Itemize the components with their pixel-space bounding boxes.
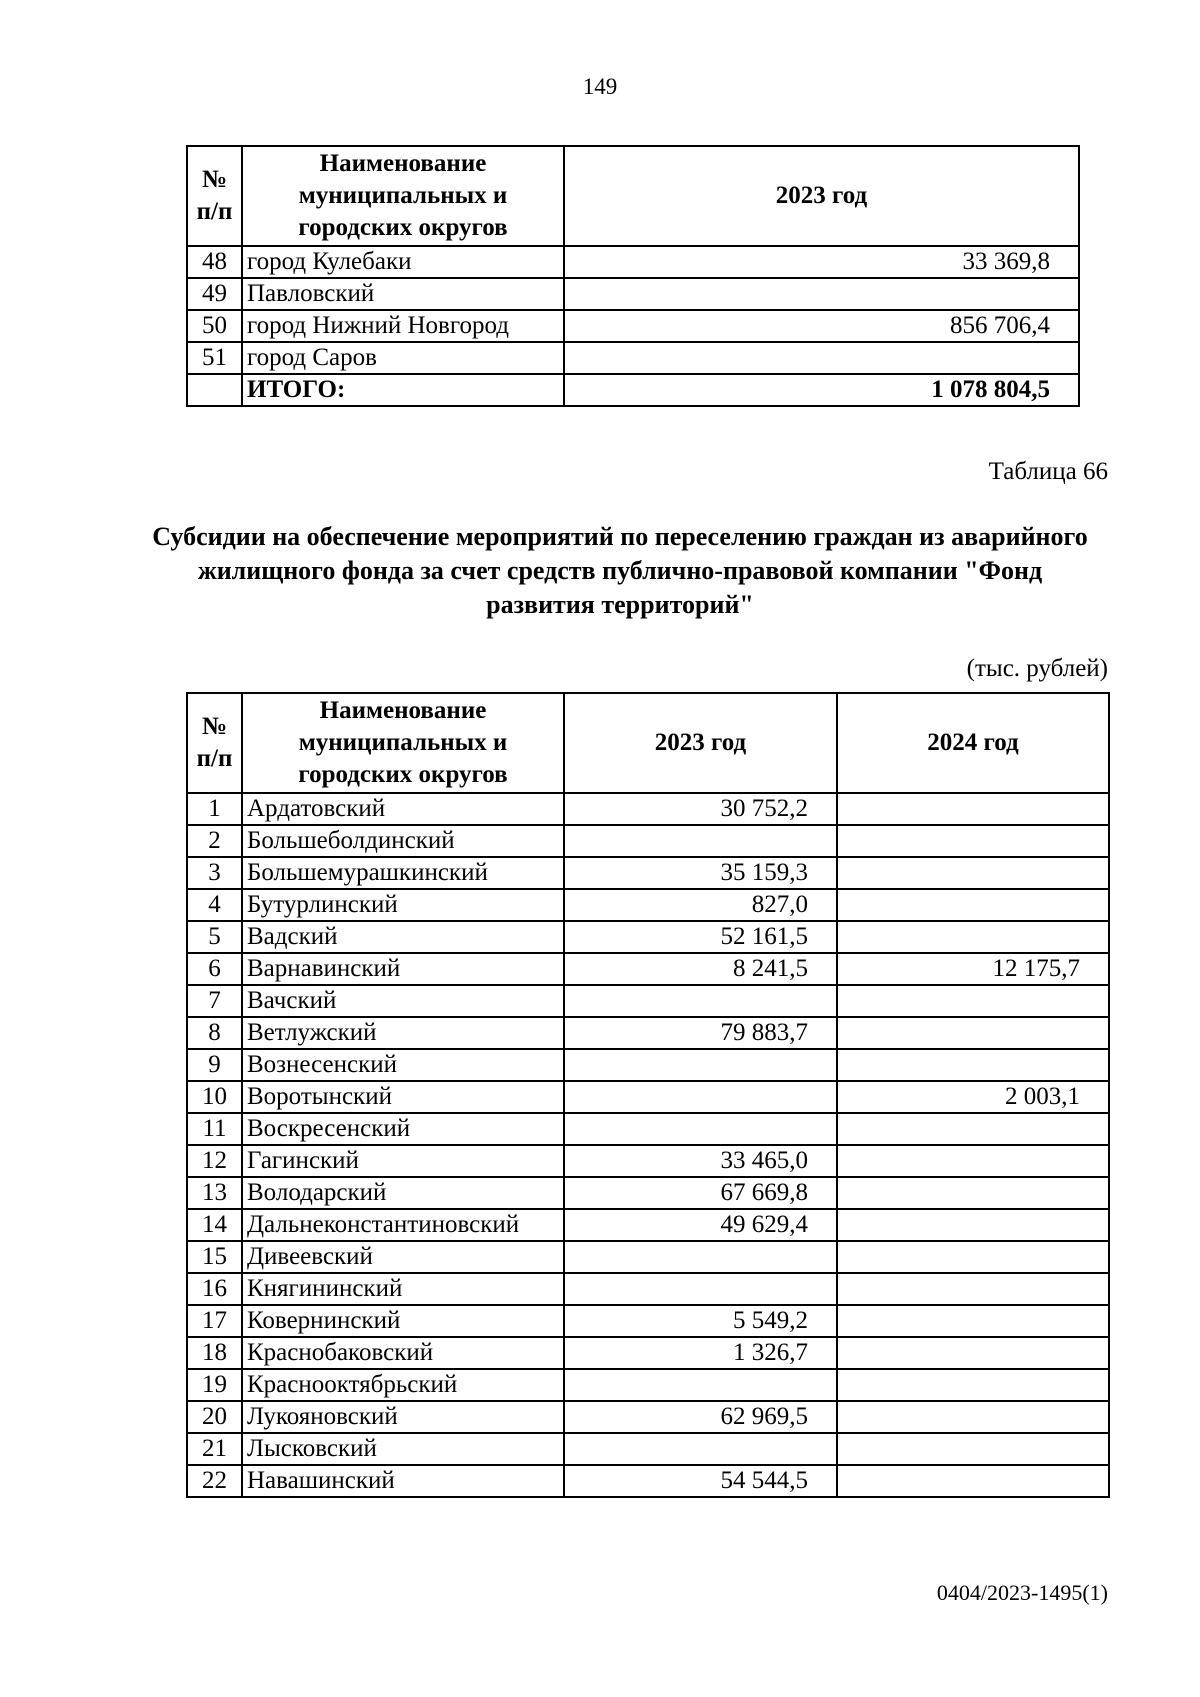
cell-y2024 <box>837 1049 1109 1081</box>
cell-name: Бутурлинский <box>242 889 564 921</box>
cell-y2024 <box>837 1305 1109 1337</box>
cell-num: 14 <box>187 1209 242 1241</box>
table-row <box>187 1241 1109 1273</box>
table-row <box>187 1433 1109 1465</box>
table-continuation <box>186 145 1080 407</box>
cell-y2024 <box>837 1241 1109 1273</box>
table-row <box>187 1209 1109 1241</box>
cell-name: город Кулебаки <box>242 246 564 278</box>
cell-y2023: 1 326,7 <box>564 1337 837 1369</box>
cell-y2024 <box>837 857 1109 889</box>
cell-name: Вачский <box>242 985 564 1017</box>
cell-y2024 <box>837 1273 1109 1305</box>
cell-y2023: 827,0 <box>564 889 837 921</box>
cell-y2024 <box>837 1433 1109 1465</box>
cell-num: 21 <box>187 1433 242 1465</box>
cell-name: Воротынский <box>242 1081 564 1113</box>
cell-name: Варнавинский <box>242 953 564 985</box>
cell-y2023: 54 544,5 <box>564 1465 837 1497</box>
cell-num: 7 <box>187 985 242 1017</box>
cell-name: Павловский <box>242 278 564 310</box>
cell-y2023: 8 241,5 <box>564 953 837 985</box>
table-row <box>187 1113 1109 1145</box>
cell-y2023: 79 883,7 <box>564 1017 837 1049</box>
table-row <box>187 793 1109 825</box>
cell-y2024 <box>837 985 1109 1017</box>
total-label: ИТОГО: <box>242 374 564 406</box>
cell-name: Володарский <box>242 1177 564 1209</box>
table-row <box>187 1049 1109 1081</box>
header-2024: 2024 год <box>837 693 1109 793</box>
cell-y2023 <box>564 1113 837 1145</box>
table-row <box>187 1337 1109 1369</box>
cell-y2023: 49 629,4 <box>564 1209 837 1241</box>
table-row <box>187 1017 1109 1049</box>
cell-num: 18 <box>187 1337 242 1369</box>
table-row <box>187 342 1079 374</box>
cell-y2023 <box>564 985 837 1017</box>
cell-num: 1 <box>187 793 242 825</box>
table-row <box>187 310 1079 342</box>
cell-num: 11 <box>187 1113 242 1145</box>
cell-y2023 <box>564 1241 837 1273</box>
cell-num: 16 <box>187 1273 242 1305</box>
cell-name: город Саров <box>242 342 564 374</box>
table-row <box>187 1177 1109 1209</box>
table-label: Таблица 66 <box>988 458 1108 485</box>
table-row <box>187 1081 1109 1113</box>
cell-y2024 <box>837 889 1109 921</box>
cell-name: Гагинский <box>242 1145 564 1177</box>
subsidies-table <box>186 692 1110 1498</box>
cell-y2023: 33 369,8 <box>564 246 1079 278</box>
cell-y2024 <box>837 1017 1109 1049</box>
cell-y2023 <box>564 1081 837 1113</box>
cell-y2023: 33 465,0 <box>564 1145 837 1177</box>
cell-y2023: 62 969,5 <box>564 1401 837 1433</box>
table2-header-row <box>187 693 1109 793</box>
cell-name: Ардатовский <box>242 793 564 825</box>
cell-name: Лукояновский <box>242 1401 564 1433</box>
cell-num: 50 <box>187 310 242 342</box>
cell-y2024 <box>837 1113 1109 1145</box>
units-label: (тыс. рублей) <box>966 655 1108 682</box>
table-row <box>187 953 1109 985</box>
table-row <box>187 857 1109 889</box>
cell-y2023: 856 706,4 <box>564 310 1079 342</box>
cell-y2024 <box>837 1465 1109 1497</box>
cell-y2024 <box>837 1337 1109 1369</box>
cell-y2023 <box>564 1049 837 1081</box>
table-row <box>187 1369 1109 1401</box>
cell-y2023: 5 549,2 <box>564 1305 837 1337</box>
cell-y2023 <box>564 342 1079 374</box>
cell-y2023 <box>564 1369 837 1401</box>
cell-y2024: 2 003,1 <box>837 1081 1109 1113</box>
header-2023: 2023 год <box>564 146 1079 246</box>
cell-y2024 <box>837 1209 1109 1241</box>
cell-name: Воскресенский <box>242 1113 564 1145</box>
table-row <box>187 246 1079 278</box>
cell-y2024 <box>837 1145 1109 1177</box>
cell-y2023 <box>564 825 837 857</box>
cell-name: Ковернинский <box>242 1305 564 1337</box>
header-2023: 2023 год <box>564 693 837 793</box>
header-name: Наименование муниципальных и городских округов <box>242 146 564 246</box>
cell-y2023 <box>564 278 1079 310</box>
header-num: № п/п <box>187 693 242 793</box>
cell-name: Вознесенский <box>242 1049 564 1081</box>
cell-y2024 <box>837 793 1109 825</box>
cell-num: 10 <box>187 1081 242 1113</box>
cell-num: 5 <box>187 921 242 953</box>
cell-num: 3 <box>187 857 242 889</box>
cell-num: 49 <box>187 278 242 310</box>
cell-y2024 <box>837 1369 1109 1401</box>
cell-name: Лысковский <box>242 1433 564 1465</box>
table-title: Субсидии на обеспечение мероприятий по переселению граждан из аварийного жилищного фонда за счет средств публично-правовой компании "Фонд развития территорий" <box>152 522 1088 619</box>
cell-num: 12 <box>187 1145 242 1177</box>
cell-name: город Нижний Новгород <box>242 310 564 342</box>
cell-num: 51 <box>187 342 242 374</box>
page-number: 149 <box>582 74 618 99</box>
cell-name: Большеболдинский <box>242 825 564 857</box>
table-row <box>187 1465 1109 1497</box>
table-row <box>187 985 1109 1017</box>
total-num-cell <box>187 374 242 406</box>
table2-body <box>187 793 1109 1497</box>
cell-y2023: 30 752,2 <box>564 793 837 825</box>
table-row <box>187 1401 1109 1433</box>
total-value: 1 078 804,5 <box>564 374 1079 406</box>
cell-name: Краснобаковский <box>242 1337 564 1369</box>
cell-y2023 <box>564 1433 837 1465</box>
cell-name: Княгининский <box>242 1273 564 1305</box>
cell-y2023: 67 669,8 <box>564 1177 837 1209</box>
cell-name: Большемурашкинский <box>242 857 564 889</box>
table-row <box>187 825 1109 857</box>
cell-num: 8 <box>187 1017 242 1049</box>
cell-num: 6 <box>187 953 242 985</box>
cell-y2024 <box>837 1401 1109 1433</box>
cell-num: 48 <box>187 246 242 278</box>
cell-num: 15 <box>187 1241 242 1273</box>
cell-y2023: 52 161,5 <box>564 921 837 953</box>
cell-num: 19 <box>187 1369 242 1401</box>
cell-name: Навашинский <box>242 1465 564 1497</box>
cell-y2024 <box>837 1177 1109 1209</box>
document-code: 0404/2023-1495(1) <box>936 1580 1108 1605</box>
table-row <box>187 1145 1109 1177</box>
cell-y2024: 12 175,7 <box>837 953 1109 985</box>
cell-y2024 <box>837 825 1109 857</box>
header-num: № п/п <box>187 146 242 246</box>
cell-name: Ветлужский <box>242 1017 564 1049</box>
cell-num: 4 <box>187 889 242 921</box>
table-row <box>187 1305 1109 1337</box>
cell-name: Краснооктябрьский <box>242 1369 564 1401</box>
table-row <box>187 278 1079 310</box>
cell-name: Дивеевский <box>242 1241 564 1273</box>
cell-num: 22 <box>187 1465 242 1497</box>
header-name: Наименование муниципальных и городских округов <box>242 693 564 793</box>
cell-num: 17 <box>187 1305 242 1337</box>
total-row <box>187 374 1079 406</box>
cell-num: 2 <box>187 825 242 857</box>
cell-y2023 <box>564 1273 837 1305</box>
table-row <box>187 921 1109 953</box>
table1-body <box>187 246 1079 374</box>
cell-y2024 <box>837 921 1109 953</box>
cell-name: Дальнеконстантиновский <box>242 1209 564 1241</box>
cell-num: 20 <box>187 1401 242 1433</box>
table-row <box>187 1273 1109 1305</box>
table-row <box>187 889 1109 921</box>
cell-y2023: 35 159,3 <box>564 857 837 889</box>
cell-num: 9 <box>187 1049 242 1081</box>
cell-num: 13 <box>187 1177 242 1209</box>
cell-name: Вадский <box>242 921 564 953</box>
table1-header-row <box>187 146 1079 246</box>
